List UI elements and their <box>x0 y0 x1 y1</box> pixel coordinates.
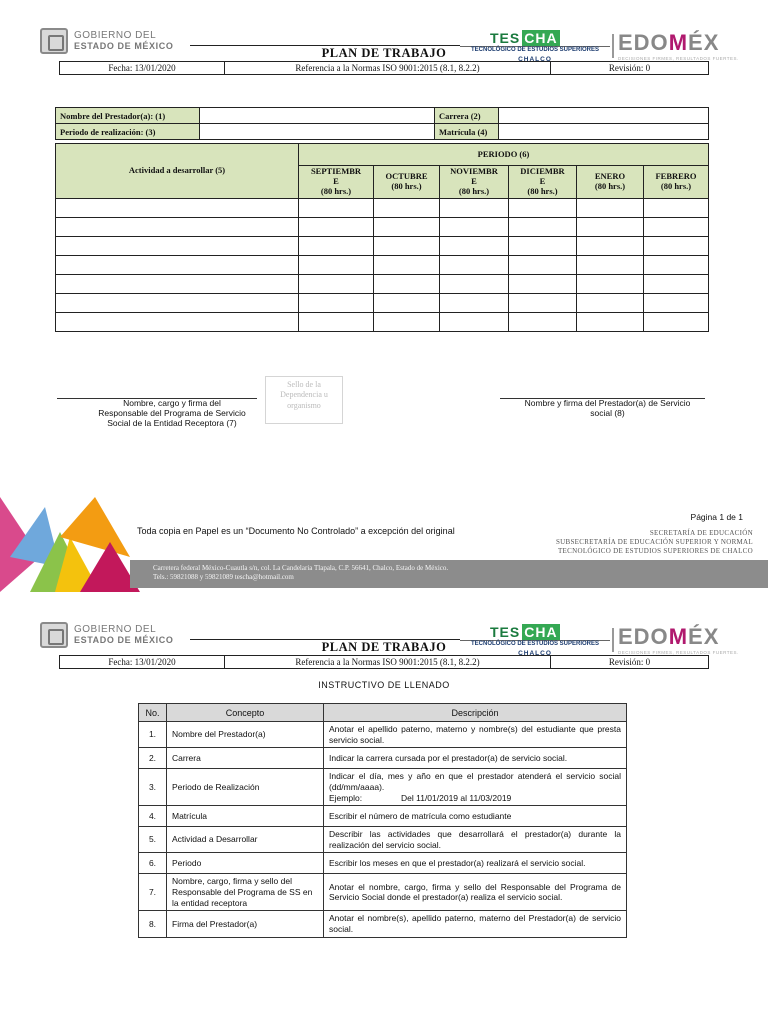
revision: Revisión: 0 <box>608 63 651 73</box>
gobierno-line2-2: ESTADO DE MÉXICO <box>74 635 174 645</box>
row-concepto: Matrícula <box>167 806 324 827</box>
row-descripcion <box>324 769 627 806</box>
sello-box[interactable] <box>265 376 343 424</box>
month-cell[interactable] <box>577 199 644 218</box>
edomex-word-m: M <box>668 30 689 55</box>
col-no-header: No. <box>139 704 167 722</box>
edomex-word-m-2: M <box>668 624 689 649</box>
row-number: 5. <box>139 827 167 853</box>
edomex-slogan-2: DECISIONES FIRMES, RESULTADOS FUERTES. <box>618 650 739 655</box>
month-cell[interactable] <box>440 199 509 218</box>
row-concepto: Nombre del Prestador(a) <box>167 722 324 748</box>
edomex-word-a: EDO <box>618 30 669 55</box>
firma-responsable-l1: Nombre, cargo y firma del <box>123 398 221 408</box>
month-cell[interactable] <box>440 237 509 256</box>
ejemplo-label: Ejemplo: <box>329 792 363 803</box>
row-number: 4. <box>139 806 167 827</box>
month-cell[interactable] <box>440 294 509 313</box>
tescha-word-b-2: CHA <box>524 624 558 640</box>
month-cell[interactable] <box>509 275 577 294</box>
matricula-field[interactable] <box>499 124 709 140</box>
month-cell[interactable] <box>509 237 577 256</box>
table-row <box>56 237 709 256</box>
month-header-line: E <box>539 176 546 187</box>
table-row <box>56 199 709 218</box>
month-cell[interactable] <box>509 294 577 313</box>
month-header-4 <box>577 166 644 199</box>
table-row <box>56 294 709 313</box>
edomex-word-b-2: ÉX <box>688 624 720 649</box>
sello-l2: Dependencia u <box>280 390 328 400</box>
prestador-info-table <box>55 107 709 140</box>
month-cell[interactable] <box>440 256 509 275</box>
referencia-iso: Referencia a la Normas ISO 9001:2015 (8.1, 8.2.2) <box>225 62 551 74</box>
footer-address-line1: Carretera federal México-Cuautla s/n, col. La Candelaria Tlapala, C.P. 56641, Chalco, Estado de México. <box>153 564 449 572</box>
month-cell[interactable] <box>374 294 440 313</box>
month-cell[interactable] <box>374 199 440 218</box>
row-concepto: Carrera <box>167 748 324 769</box>
row-concepto: Periodo de Realización <box>167 769 324 806</box>
month-cell[interactable] <box>509 313 577 332</box>
document-info-row <box>59 61 709 75</box>
col-concepto-header: Concepto <box>167 704 324 722</box>
periodo-realizacion-label: Periodo de realización: (3) <box>56 124 200 140</box>
month-cell[interactable] <box>299 275 374 294</box>
tescha-wordmark <box>490 30 560 46</box>
row-number: 6. <box>139 853 167 874</box>
row-descripcion <box>324 827 627 853</box>
month-cell[interactable] <box>644 275 709 294</box>
month-header-3 <box>509 166 577 199</box>
month-cell[interactable] <box>299 237 374 256</box>
decorative-triangles <box>0 497 140 592</box>
gobierno-line1-2: GOBIERNO DEL <box>74 624 157 635</box>
actividades-table <box>55 143 709 332</box>
instructivo-body <box>139 722 627 938</box>
instructivo-title: INSTRUCTIVO DE LLENADO <box>318 680 450 690</box>
matricula-label: Matrícula (4) <box>435 124 499 140</box>
descripcion-text: Anotar el apellido paterno, materno y nombre(s) del estudiante que presta servicio social. <box>329 724 621 745</box>
row-concepto: Firma del Prestador(a) <box>167 911 324 937</box>
month-header-1 <box>374 166 440 199</box>
month-header-line: (80 hrs.) <box>594 181 626 191</box>
tescha-chalco-2: CHALCO <box>518 650 552 657</box>
month-header-line: E <box>471 176 477 187</box>
firma-responsable-l2: Responsable del Programa de Servicio <box>98 408 246 419</box>
periodo-realizacion-field[interactable] <box>200 124 435 140</box>
month-cell[interactable] <box>644 313 709 332</box>
descripcion-text: Indicar la carrera cursada por el prestador(a) de servicio social. <box>329 752 568 763</box>
month-cell[interactable] <box>577 237 644 256</box>
gobierno-line1: GOBIERNO DEL <box>74 30 157 41</box>
month-header-line: (80 hrs.) <box>458 185 490 196</box>
document-info-row-2 <box>59 655 709 669</box>
actividad-cell[interactable] <box>56 218 299 237</box>
month-cell[interactable] <box>509 218 577 237</box>
sello-l1: Sello de la <box>287 380 321 389</box>
carrera-label: Carrera (2) <box>435 108 499 124</box>
month-cell[interactable] <box>577 218 644 237</box>
secretaria-line1: SECRETARÍA DE EDUCACIÓN <box>649 529 753 537</box>
actividad-cell[interactable] <box>56 313 299 332</box>
tescha-word-a: TES <box>490 30 521 46</box>
month-cell[interactable] <box>299 256 374 275</box>
firma-prestador-l2: social (8) <box>590 408 625 419</box>
row-number: 3. <box>139 769 167 806</box>
month-header-0 <box>299 166 374 199</box>
actividad-cell[interactable] <box>56 294 299 313</box>
fecha: Fecha: 13/01/2020 <box>60 62 225 74</box>
row-descripcion <box>324 806 627 827</box>
month-cell[interactable] <box>644 237 709 256</box>
edomex-slogan: DECISIONES FIRMES, RESULTADOS FUERTES. <box>618 56 739 61</box>
tescha-subtitle-2: TECNOLÓGICO DE ESTUDIOS SUPERIORES <box>460 640 610 647</box>
month-cell[interactable] <box>577 294 644 313</box>
month-cell[interactable] <box>440 218 509 237</box>
carrera-field[interactable] <box>499 108 709 124</box>
referencia-iso-2: Referencia a la Normas ISO 9001:2015 (8.1, 8.2.2) <box>225 656 551 668</box>
table-row <box>139 853 627 874</box>
row-descripcion <box>324 874 627 911</box>
page-title: PLAN DE TRABAJO <box>321 46 447 60</box>
tescha-chalco: CHALCO <box>518 56 552 63</box>
firma-prestador-l1: Nombre y firma del Prestador(a) de Servicio <box>524 398 691 408</box>
firma-responsable-l3: Social de la Entidad Receptora (7) <box>107 418 237 429</box>
edomex-word-a-2: EDO <box>618 624 669 649</box>
page-title-2: PLAN DE TRABAJO <box>321 640 447 654</box>
ejemplo-value: Del 11/01/2019 al 11/03/2019 <box>401 792 512 803</box>
month-cell[interactable] <box>509 256 577 275</box>
month-cell[interactable] <box>374 313 440 332</box>
footer-address <box>153 564 448 582</box>
periodo-header: PERIODO (6) <box>299 144 709 166</box>
row-descripcion <box>324 853 627 874</box>
nombre-label: Nombre del Prestador(a): (1) <box>56 108 200 124</box>
month-cell[interactable] <box>299 313 374 332</box>
month-cell[interactable] <box>299 294 374 313</box>
col-descripcion-header: Descripción <box>324 704 627 722</box>
page-number: Página 1 de 1 <box>690 512 743 522</box>
month-cell[interactable] <box>440 313 509 332</box>
gobierno-line2: ESTADO DE MÉXICO <box>74 41 174 51</box>
firma-prestador-caption <box>490 398 725 418</box>
month-cell[interactable] <box>299 218 374 237</box>
copy-note: Toda copia en Papel es un “Documento No Controlado” a excepción del original <box>137 526 455 536</box>
month-header-line: ENERO <box>594 171 626 182</box>
nombre-field[interactable] <box>200 108 435 124</box>
actividad-header: Actividad a desarrollar (5) <box>56 144 299 199</box>
tescha-word-b: CHA <box>524 30 558 46</box>
actividad-cell[interactable] <box>56 256 299 275</box>
row-number: 2. <box>139 748 167 769</box>
month-cell[interactable] <box>299 199 374 218</box>
row-descripcion <box>324 748 627 769</box>
descripcion-text: Escribir los meses en que el prestador(a) realizará el servicio social. <box>329 858 586 869</box>
secretaria-line3: TECNOLÓGICO DE ESTUDIOS SUPERIORES DE CHALCO <box>557 546 753 555</box>
month-header-line: SEPTIEMBR <box>310 166 362 177</box>
sello-l3: organismo <box>287 400 321 410</box>
month-cell[interactable] <box>374 256 440 275</box>
month-cell[interactable] <box>374 237 440 256</box>
month-header-line: (80 hrs.) <box>320 185 352 196</box>
actividad-cell[interactable] <box>56 275 299 294</box>
month-cell[interactable] <box>440 275 509 294</box>
month-cell[interactable] <box>577 275 644 294</box>
tescha-subtitle: TECNOLÓGICO DE ESTUDIOS SUPERIORES <box>460 46 610 53</box>
footer-address-line2: Tels.: 59821088 y 59821089 tescha@hotmail.com <box>153 573 294 582</box>
month-header-5 <box>644 166 709 199</box>
month-header-line: NOVIEMBR <box>450 166 498 177</box>
table-row <box>139 722 627 748</box>
month-header-line: DICIEMBR <box>520 166 565 177</box>
month-header-line: FEBRERO <box>655 171 697 182</box>
table-row <box>56 275 709 294</box>
descripcion-text: Describir las actividades que desarrollará el prestador(a) durante la realización del servicio social. <box>329 829 621 850</box>
month-header-line: (80 hrs.) <box>527 185 558 196</box>
table-row <box>56 256 709 275</box>
actividades-body <box>56 199 709 332</box>
ejemplo-row <box>329 793 621 804</box>
table-row <box>139 748 627 769</box>
table-row <box>139 911 627 937</box>
month-cell[interactable] <box>644 294 709 313</box>
row-number: 1. <box>139 722 167 748</box>
revision-2: Revisión: 0 <box>608 657 651 667</box>
month-cell[interactable] <box>374 275 440 294</box>
month-cell[interactable] <box>644 256 709 275</box>
secretaria-line2: SUBSECRETARÍA DE EDUCACIÓN SUPERIOR Y NORMAL <box>555 537 753 546</box>
month-cell[interactable] <box>374 218 440 237</box>
table-row <box>56 218 709 237</box>
table-row <box>139 806 627 827</box>
descripcion-text: Indicar el día, mes y año en que el prestador atenderá el servicio social (dd/mm/aaaa). <box>329 771 621 792</box>
row-concepto: Actividad a Desarrollar <box>167 827 324 853</box>
month-cell[interactable] <box>509 199 577 218</box>
table-row <box>56 313 709 332</box>
month-cell[interactable] <box>644 199 709 218</box>
fecha-2: Fecha: 13/01/2020 <box>60 656 225 668</box>
month-cell[interactable] <box>577 313 644 332</box>
descripcion-text: Anotar el nombre(s), apellido paterno, materno del Prestador(a) de servicio social. <box>329 913 621 934</box>
descripcion-text: Escribir el número de matrícula como estudiante <box>329 810 512 821</box>
month-header-line: (80 hrs.) <box>391 181 422 191</box>
instructivo-table <box>138 703 627 938</box>
row-descripcion <box>324 911 627 937</box>
actividad-cell[interactable] <box>56 237 299 256</box>
row-concepto: Periodo <box>167 853 324 874</box>
row-number: 7. <box>139 874 167 911</box>
month-header-line: E <box>333 176 339 187</box>
month-header-line: (80 hrs.) <box>660 181 692 191</box>
descripcion-text: Anotar el nombre, cargo, firma y sello del Responsable del Programa de Servicio Social donde el prestador(a) realiza el servicio social. <box>329 881 621 903</box>
month-cell[interactable] <box>644 218 709 237</box>
table-row <box>139 827 627 853</box>
row-descripcion <box>324 722 627 748</box>
secretaria-block <box>556 529 753 555</box>
edomex-word-b: ÉX <box>688 30 720 55</box>
tescha-wordmark-2 <box>490 624 560 640</box>
tescha-word-a-2: TES <box>490 624 521 640</box>
row-number: 8. <box>139 911 167 937</box>
month-header-2 <box>440 166 509 199</box>
month-header-line: OCTUBRE <box>385 171 428 182</box>
month-cell[interactable] <box>577 256 644 275</box>
firma-responsable-caption <box>57 398 287 429</box>
actividad-cell[interactable] <box>56 199 299 218</box>
row-concepto: Nombre, cargo, firma y sello del Responsable del Programa de SS en la entidad receptora <box>167 874 324 911</box>
table-row <box>139 769 627 806</box>
table-row <box>139 874 627 911</box>
